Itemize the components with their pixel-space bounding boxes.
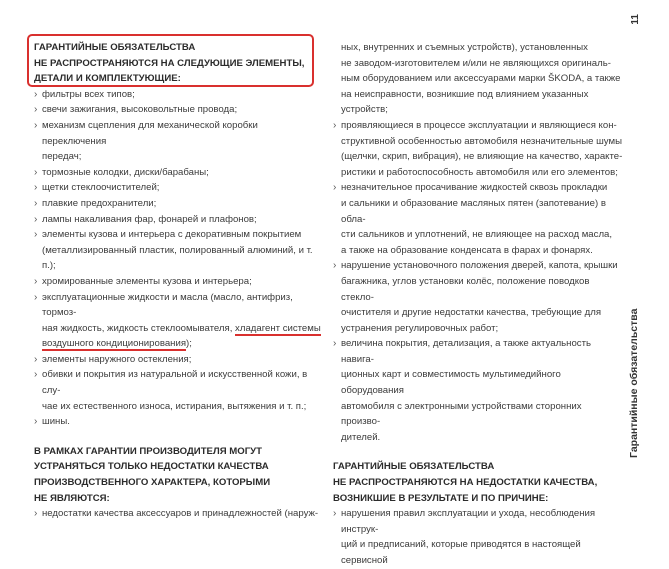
causes-list: [333, 506, 623, 568]
list-item: и сальники и образование масляных пятен (запотевание) в обла-: [341, 197, 606, 225]
list-item: (щелчки, скрип, вибрация), не влияющие на качество, характе-: [341, 151, 623, 163]
highlighted-text: хладагент системы: [235, 322, 321, 334]
list-item: › незначительное просачивание жидкостей сквозь прокладки: [333, 180, 623, 196]
list-item: ных, внутренних и съемных устройств), установленных: [341, 42, 588, 53]
list-item: › проявляющиеся в процессе эксплуатации и являющиеся кон-: [333, 118, 623, 134]
list-item: чае их естественного износа, истирания, вытяжения и т. п.;: [42, 400, 307, 412]
list-item: › механизм сцепления для механической коробки переключения: [34, 118, 324, 149]
list-item: (металлизированный пластик, полированный алюминий, и т. п.);: [42, 244, 313, 272]
fluids-item: [34, 321, 324, 352]
list-item: › хромированные элементы кузова и интерьера;: [34, 274, 324, 290]
list-item: › свечи зажигания, высоковольтные провода;: [34, 102, 324, 118]
heading-line: НЕ РАСПРОСТРАНЯЮТСЯ НА СЛЕДУЮЩИЕ ЭЛЕМЕНТЫ,: [34, 57, 305, 69]
defects-list: [34, 506, 324, 522]
heading-line: НЕ ЯВЛЯЮТСЯ:: [34, 492, 110, 504]
list-item: устройств;: [341, 104, 388, 116]
right-heading-2: [333, 459, 623, 506]
list-item: [34, 336, 324, 352]
list-item: › шины.: [34, 414, 324, 430]
list-item: › нарушение установочного положения дверей, капота, крышки: [333, 258, 623, 274]
left-heading-2: [34, 444, 324, 506]
heading-line: ДЕТАЛИ И КОМПЛЕКТУЮЩИЕ:: [34, 73, 181, 85]
page-number: 11: [630, 14, 641, 25]
right-items-list: [333, 40, 623, 445]
heading-line: ГАРАНТИЙНЫЕ ОБЯЗАТЕЛЬСТВА: [34, 42, 196, 53]
heading-line: ПРОИЗВОДСТВЕННОГО ХАРАКТЕРА, КОТОРЫМИ: [34, 477, 271, 489]
highlighted-text: воздушного кондиционирования: [42, 338, 187, 350]
list-item: структивной особенностью автомобиля незначительные шумы: [341, 135, 622, 147]
list-item: дителей.: [341, 431, 381, 443]
heading-line: УСТРАНЯТЬСЯ ТОЛЬКО НЕДОСТАТКИ КАЧЕСТВА: [34, 461, 269, 473]
list-item-text: );: [186, 338, 192, 350]
list-item: устранения регулировочных работ;: [341, 322, 499, 334]
list-item: › плавкие предохранители;: [34, 196, 324, 212]
list-item: › фильтры всех типов;: [34, 87, 324, 103]
list-item: ристики и работоспособность автомобиля или его элементов;: [341, 166, 618, 178]
heading-line: ГАРАНТИЙНЫЕ ОБЯЗАТЕЛЬСТВА: [333, 461, 495, 473]
left-column: [34, 40, 324, 522]
heading-line: В РАМКАХ ГАРАНТИИ ПРОИЗВОДИТЕЛЯ МОГУТ: [34, 445, 262, 457]
side-section-title: Гарантийные обязательства: [628, 308, 640, 458]
list-item: передач;: [42, 151, 82, 163]
list-item: автомобиля с электронными устройствами сторонних произво-: [341, 400, 582, 428]
excluded-items-list: [34, 87, 324, 321]
list-item: › элементы кузова и интерьера с декоративным покрытием: [34, 227, 324, 243]
excluded-items-list-2: [34, 352, 324, 430]
list-item: › тормозные колодки, диски/барабаны;: [34, 165, 324, 181]
list-item: на неисправности, возникшие под влиянием указанных: [341, 88, 589, 100]
list-item: ций и предписаний, которые приводятся в настоящей сервисной: [341, 539, 581, 566]
list-item: ционных карт и совместимость мультимедийного оборудования: [341, 369, 561, 397]
list-item: сти сальников и уплотнений, не влияющее на расход масла,: [341, 229, 613, 241]
list-item-text: ная жидкость, жидкость стеклоомывателя,: [42, 322, 236, 334]
list-item: › щетки стеклоочистителей;: [34, 180, 324, 196]
list-item: ным оборудованием или аксессуарами марки ŠKODA, а также: [341, 73, 621, 85]
list-item: › лампы накаливания фар, фонарей и плафонов;: [34, 212, 324, 228]
list-item: › элементы наружного остекления;: [34, 352, 324, 368]
list-item: › обивки и покрытия из натуральной и искусственной кожи, в слу-: [34, 367, 324, 398]
list-item: › эксплуатационные жидкости и масла (масло, антифриз, тормоз-: [34, 290, 324, 321]
list-item: очистителя и другие недостатки качества, требующие для: [341, 307, 602, 319]
right-column: [333, 40, 623, 569]
list-item: а также на образование конденсата в фарах и фонарях.: [341, 244, 593, 256]
list-item: не заводом-изготовителем и/или не являющихся оригиналь-: [341, 57, 611, 69]
list-item: › нарушения правил эксплуатации и ухода, несоблюдения инструк-: [333, 506, 623, 537]
list-item: [34, 321, 324, 337]
list-item: › величина покрытия, детализация, а также актуальность навига-: [333, 336, 623, 367]
list-item: › недостатки качества аксессуаров и принадлежностей (наруж-: [34, 506, 324, 522]
heading-line: НЕ РАСПРОСТРАНЯЮТСЯ НА НЕДОСТАТКИ КАЧЕСТВА,: [333, 477, 598, 489]
left-heading: [34, 40, 324, 87]
heading-line: ВОЗНИКШИЕ В РЕЗУЛЬТАТЕ И ПО ПРИЧИНЕ:: [333, 492, 549, 504]
list-item: багажника, углов установки колёс, положение поводков стекло-: [341, 275, 590, 303]
